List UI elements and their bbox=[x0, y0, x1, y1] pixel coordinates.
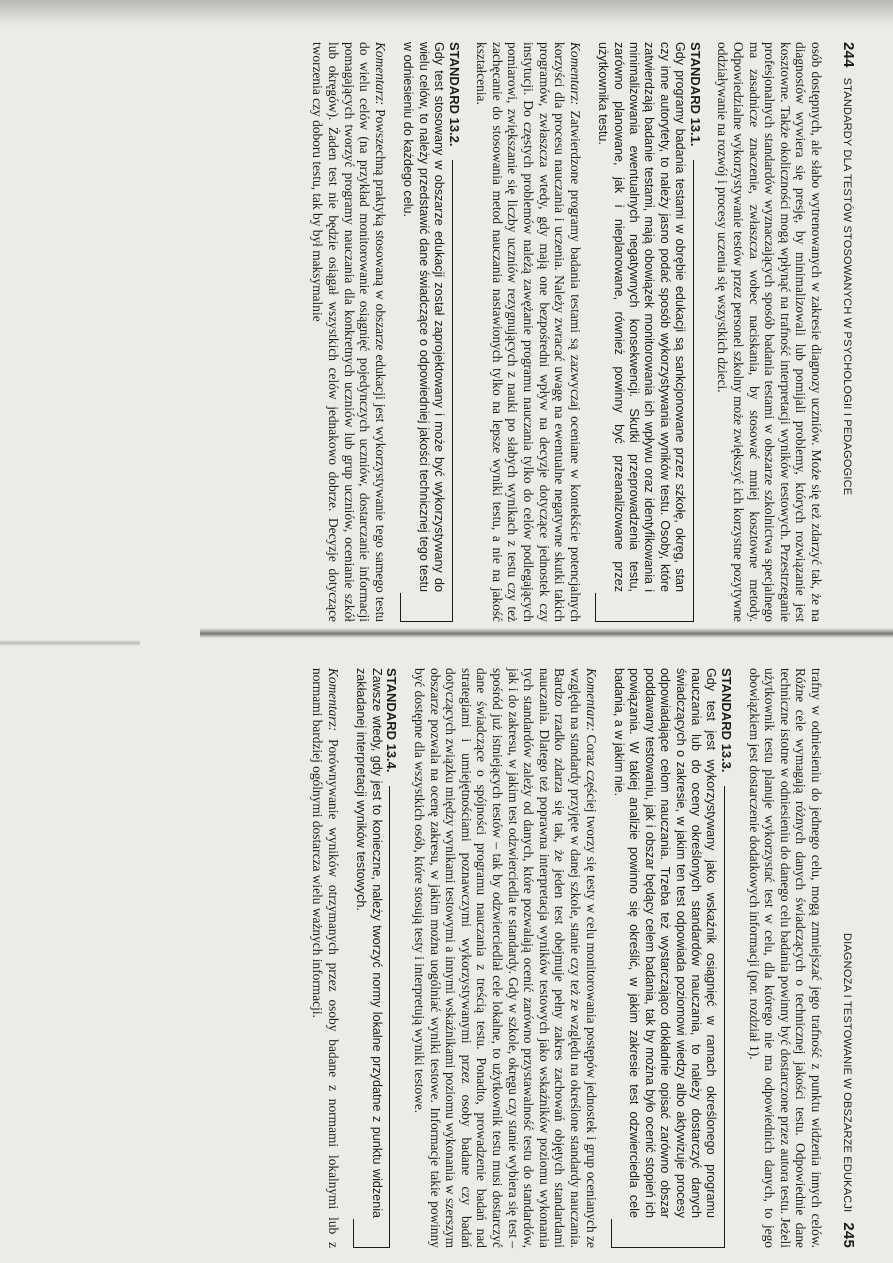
standard-box bbox=[595, 42, 703, 622]
standard-text: Gdy test stosowany w obszarze edukacji został zaprojektowany i może być wykorzystywany do wielu celów, to należy przedstawić dane świadczące o odpowiedniej jakości technicznej tego testu w odniesieniu do każdego celu. bbox=[401, 42, 447, 592]
comment-paragraph bbox=[411, 668, 598, 1248]
standard-box bbox=[611, 668, 734, 1248]
comment-label: Komentarz: bbox=[567, 42, 583, 106]
comment-text: Porównywanie wyników otrzymanych przez osoby badane z normami lokalnymi lub z normami bardziej ogólnymi dostarcza wielu ważnych informacji. bbox=[310, 668, 342, 1248]
standard-box bbox=[353, 668, 399, 1248]
comment-text: Powszechną praktyką stosowaną w obszarze edukacji jest wykorzystywanie tego samego testu do wielu celów (na przykład monitorowanie osiągnięć pojedynczych uczniów, dostarczanie informacji pomagających tworzyć programy nauczania dla konkretnych uczniów lub grup uczniów, ocenianie szkół lub okręgów). Żaden test nie będzie osiągał wszystkich celów jednakowo dobrze. Decyzje dotyczące tworzenia czy doboru testu, tak by był maksymalnie bbox=[310, 42, 388, 622]
paragraph: trafny w odniesieniu do jednego celu, mogą zmniejszać jego trafność z punktu widzenia innych celów. Różne cele wymagają różnych danych świadczących o technicznej jakości testu. Odpowiednie dane techniczne istotne w odniesieniu do danego celu badania powinny być dostarczone przez autora testu. Jeżeli użytkownik testu planuje wykorzystać test w celu, dla którego nie ma odpowiednich danych, to jego obowiązkiem jest dostarczenie dodatkowych informacji (por. rozdział 1). bbox=[746, 668, 824, 1248]
standard-heading: STANDARD 13.1. bbox=[687, 42, 703, 155]
running-head-left bbox=[834, 42, 856, 622]
paragraph: osób dostępnych, ale słabo wytrenowanych w zakresie diagnozy uczniów. Może się też zdarzyć tak, że na diagnostów wywiera się presję, by minimalizowali lub pomijali problemy, których rozwiązanie jest kosztowne. Także okoliczności mogą wpłynąć na trafność interpretacji wyników testowych. Przestrzeganie profesjonalnych standardów wyznaczających sposób badania testami w obszarze szkolnictwa specjalnego ma zasadnicze znaczenie, zwłaszcza wobec naciskania, by stosować mniej kosztowne metody. Odpowiedzialne wykorzystywanie testów przez personel szkolny może zwiększyć ich korzystne pozytywne oddziaływanie na rozwój i procesy uczenia się wszystkich dzieci. bbox=[715, 42, 824, 622]
comment-paragraph bbox=[474, 42, 583, 622]
page-245 bbox=[26, 668, 856, 1248]
comment-label: Komentarz: bbox=[326, 668, 342, 732]
comment-label: Komentarz: bbox=[583, 668, 599, 732]
book-spine-shadow-left bbox=[0, 640, 140, 646]
page-number: 245 bbox=[840, 1222, 857, 1248]
page-244 bbox=[26, 42, 856, 622]
standard-heading: STANDARD 13.4. bbox=[384, 668, 400, 781]
running-head-title: STANDARDY DLA TESTÓW STOSOWANYCH W PSYCHOLOGII I PEDAGOGICE bbox=[841, 77, 853, 496]
comment-paragraph bbox=[310, 668, 341, 1248]
standard-heading: STANDARD 13.3. bbox=[718, 668, 734, 781]
page-body bbox=[310, 668, 834, 1248]
scan-shadow bbox=[0, 0, 893, 30]
standard-heading: STANDARD 13.2. bbox=[446, 42, 462, 155]
comment-label: Komentarz: bbox=[372, 42, 388, 106]
page-number: 244 bbox=[840, 42, 857, 68]
running-head-right bbox=[834, 668, 856, 1248]
page-body bbox=[310, 42, 834, 622]
book-spine-shadow bbox=[200, 628, 893, 638]
standard-text: Gdy programy badania testami w obrębie edukacji są sankcjonowane przez szkołę, okręg, stan czy inne autorytety, to należy jasno podać sposób wykorzystywania wyników testu. Osoby, które zatwierdzają badanie testami, mają obowiązek monitorowania ich wpływu oraz identyfikowania i minimalizowania ewentualnych negatywnych konsekwencji. Skutki przeprowadzenia testu, zarówno planowane, jak i nieplanowane, również powinny być przeanalizowane przez użytkownika testu. bbox=[596, 42, 688, 592]
comment-text: Coraz częściej tworzy się testy w celu monitorowania postępów jednostek i grup ocenianych ze względu na standardy przyjęte w danej szkole, stanie czy też ze względu na określone standardy nauczania. Bardzo rzadko zdarza się tak, że jeden test obejmuje pełny zakres zachowań objętych standardami nauczania. Dlatego też poprawna interpretacja wyników testowych jako wskaźników poziomu wykonania tych standardów zależy od danych, które pozwalają ocenić zarówno przystawalność testu do standardów, jak i do zakresu, w jakim test odzwierciedla te standardy. Gdy w szkole, okręgu czy stanie wybiera się test – spośród już istniejących testów – tak by odzwierciedlał cele lokalne, to użytkownik testu musi dostarczyć dane świadczące o spójności programu nauczania z treścią testu. Ponadto, prowadzenie badań nad strategiami i umiejętnościami poznawczymi wykorzystywanymi przez osoby badane czy badań dotyczących związku między wynikami testowymi a innymi wskaźnikami poziomu wykonania w szerszym obszarze pozwala na ocenę zakresu, w jakim można uogólniać wyniki testowe. Informacje takie powinny być dostępne dla wszystkich osób, które stosują testy i interpretują wyniki testowe. bbox=[412, 668, 599, 1248]
running-head-title: DIAGNOZA I TESTOWANIE W OBSZARZE EDUKACJI bbox=[841, 932, 853, 1213]
standard-text: Zawsze wtedy, gdy jest to konieczne, należy tworzyć normy lokalne przydatne z punktu widzenia zakładanej interpretacji wyników testowych. bbox=[354, 668, 384, 1218]
standard-text: Gdy test jest wykorzystywany jako wskaźnik osiągnięć w ramach określonego programu nauczania lub do oceny określonych standardów nauczania, to należy dostarczyć danych świadczących o zakresie, w jakim ten test odpowiada poziomowi wiedzy albo aktywizuje procesy odpowiadające celom nauczania. Trzeba też wystarczająco dokładnie opisać zarówno obszar poddawany testowaniu, jak i obszar będący celem badania, tak by można było ocenić stopień ich powiązania. W takiej analizie powinno się określić, w jakim zakresie test odzwierciedla cele badania, a w jakim nie. bbox=[612, 668, 719, 1218]
comment-paragraph bbox=[310, 42, 388, 622]
comment-text: Zatwierdzone programy badania testami są zazwyczaj oceniane w kontekście potencjalnych korzyści dla procesu nauczania i uczenia. Należy zwracać uwagę na ewentualne negatywne skutki takich programów, zwłaszcza wtedy, gdy mają one bezpośredni wpływ na decyzje dotyczące jednostek czy instytucji. Do częstych problemów należą zawężanie programu nauczania tylko do celów podlegających pomiarowi, zwiększanie się liczby uczniów rezygnujących z nauki po słabych wynikach z testu czy też zachęcanie do stosowania metod nauczania nastawionych tylko na lepsze wyniki testu, a nie na jakość kształcenia. bbox=[474, 42, 583, 622]
standard-box bbox=[400, 42, 462, 622]
